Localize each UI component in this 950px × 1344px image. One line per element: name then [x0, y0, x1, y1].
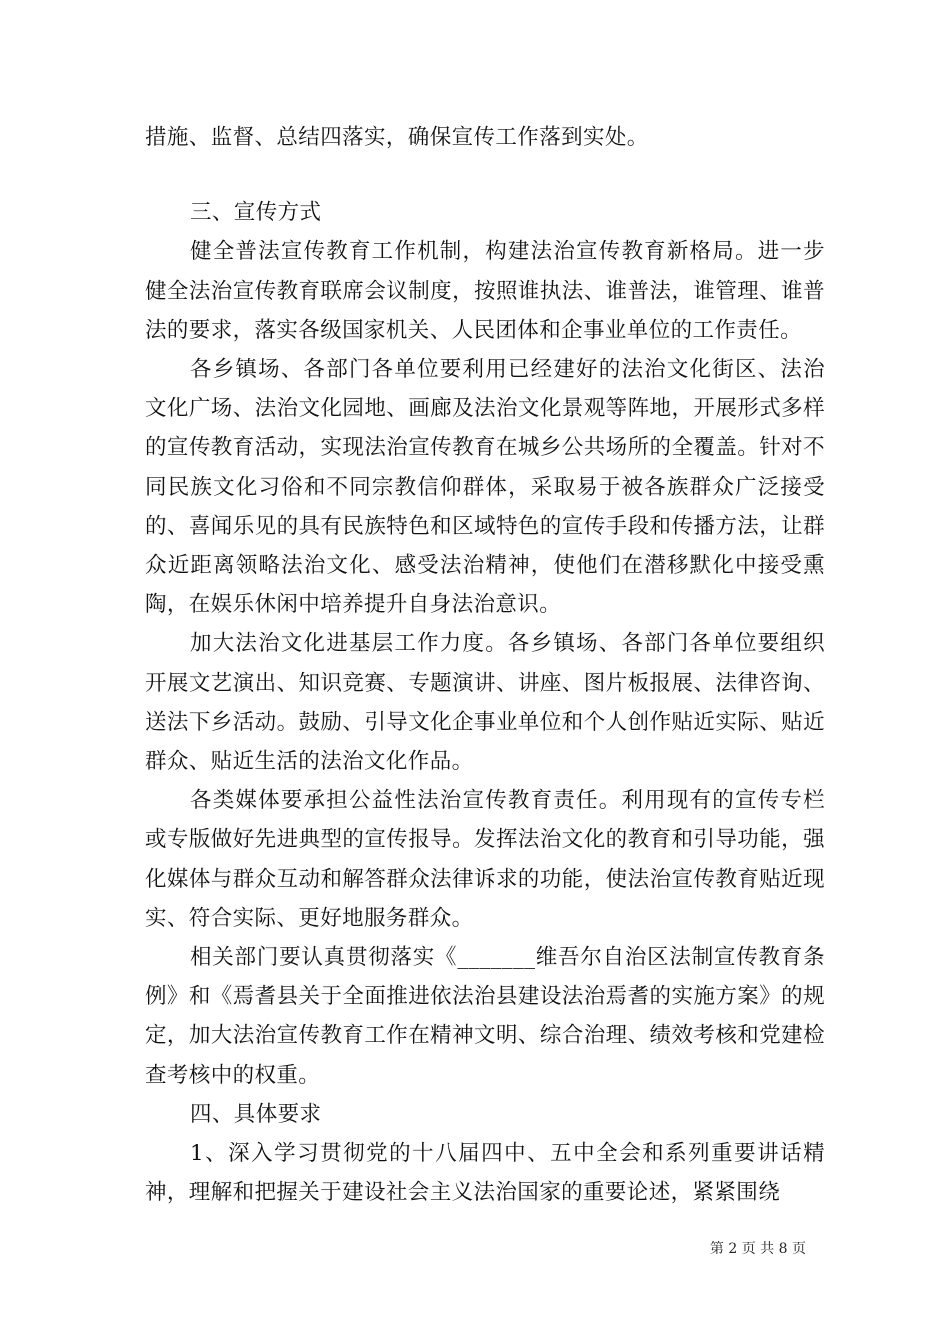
- paragraph-requirement-1: 1、深入学习贯彻党的十八届四中、五中全会和系列重要讲话精神，理解和把握关于建设社会主义法治国家的重要论述，紧紧围绕: [145, 1141, 825, 1206]
- paragraph-venues: 各乡镇场、各部门各单位要利用已经建好的法治文化街区、法治文化广场、法治文化园地、画廊及法治文化景观等阵地，开展形式多样的宣传教育活动，实现法治宣传教育在城乡公共场所的全覆盖。针对不同民族文化习俗和不同宗教信仰群体，采取易于被各族群众广泛接受的、喜闻乐见的具有民族特色和区域特色的宣传手段和传播方法，让群众近距离领略法治文化、感受法治精神，使他们在潜移默化中接受熏陶，在娱乐休闲中培养提升自身法治意识。: [145, 357, 825, 618]
- section-heading-4: 四、具体要求: [190, 1101, 322, 1127]
- paragraph-mechanism: 健全普法宣传教育工作机制，构建法治宣传教育新格局。进一步健全法治宣传教育联席会议制度，按照谁执法、谁普法，谁管理、谁普法的要求，落实各级国家机关、人民团体和企事业单位的工作责任。: [145, 239, 825, 343]
- paragraph-continuation: 措施、监督、总结四落实，确保宣传工作落到实处。: [145, 125, 649, 150]
- page-number: 第 2 页 共 8 页: [709, 1241, 806, 1257]
- section-heading-3: 三、宣传方式: [190, 200, 322, 226]
- document-body: [145, 118, 825, 1212]
- paragraph-media: 各类媒体要承担公益性法治宣传教育责任。利用现有的宣传专栏或专版做好先进典型的宣传报导。发挥法治文化的教育和引导功能，强化媒体与群众互动和解答群众法律诉求的功能，使法治宣传教育贴近现实、符合实际、更好地服务群众。: [145, 788, 825, 931]
- paragraph-departments: 相关部门要认真贯彻落实《_______维吾尔自治区法制宣传教育条例》和《焉耆县关于全面推进依法治县建设法治焉耆的实施方案》的规定，加大法治宣传教育工作在精神文明、综合治理、绩效考核和党建检查考核中的权重。: [145, 945, 825, 1088]
- paragraph-grassroots: 加大法治文化进基层工作力度。各乡镇场、各部门各单位要组织开展文艺演出、知识竞赛、专题演讲、讲座、图片板报展、法律咨询、送法下乡活动。鼓励、引导文化企事业单位和个人创作贴近实际、贴近群众、贴近生活的法治文化作品。: [145, 631, 825, 775]
